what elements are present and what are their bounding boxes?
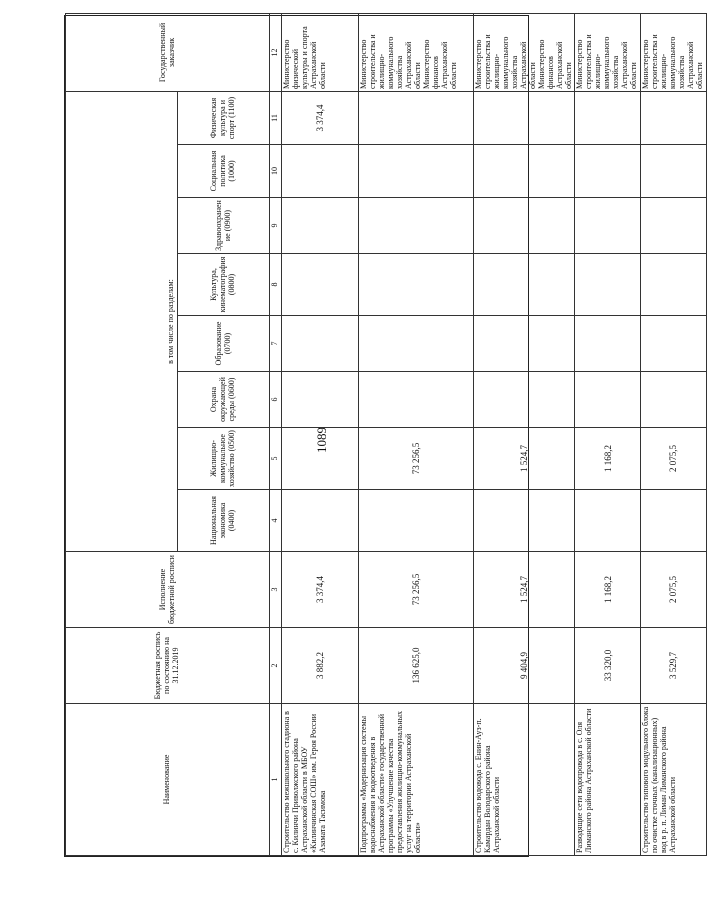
row-section-0700 (575, 316, 641, 372)
rotated-table-container (65, 14, 704, 856)
row-section-1000 (575, 145, 641, 198)
row-section-0900 (474, 198, 575, 254)
header-execution: Исполнение бюджетной росписи (66, 552, 270, 628)
column-number: 1 (270, 704, 282, 856)
header-customer: Государственный заказчик (66, 13, 270, 91)
row-section-0700 (474, 316, 575, 372)
column-number: 6 (270, 372, 282, 428)
row-section-0900 (359, 198, 474, 254)
row-execution: 73 256,5 (359, 552, 474, 628)
row-section-1000 (282, 145, 359, 198)
row-section-0500: 73 256,5 (359, 428, 474, 490)
column-number-row (270, 13, 282, 855)
row-section-0600 (282, 372, 359, 428)
budget-table (65, 13, 707, 856)
row-section-1000 (474, 145, 575, 198)
row-section-0500: 2 075,5 (641, 428, 707, 490)
row-section-1100: 3 374,4 (282, 91, 359, 144)
row-section-0900 (641, 198, 707, 254)
row-section-0800 (282, 254, 359, 316)
row-execution: 3 374,4 (282, 552, 359, 628)
header-section-0900: Здравоохранение (0900) (178, 198, 270, 254)
row-section-0800 (359, 254, 474, 316)
row-section-1100 (575, 91, 641, 144)
row-section-1100 (474, 91, 575, 144)
column-number: 4 (270, 490, 282, 552)
row-section-0700 (359, 316, 474, 372)
row-section-0700 (641, 316, 707, 372)
row-section-0800 (474, 254, 575, 316)
row-section-0600 (575, 372, 641, 428)
row-section-1000 (359, 145, 474, 198)
row-section-0900 (575, 198, 641, 254)
row-section-0600 (474, 372, 575, 428)
row-section-1000 (641, 145, 707, 198)
header-section-0800: Культура, кинематография (0800) (178, 254, 270, 316)
column-number: 3 (270, 552, 282, 628)
row-section-0900 (282, 198, 359, 254)
row-budget: 33 320,0 (575, 628, 641, 704)
row-section-0400 (282, 490, 359, 552)
row-section-0600 (641, 372, 707, 428)
row-execution: 2 075,5 (641, 552, 707, 628)
header-section-0600: Охрана окружающей среды (0600) (178, 372, 270, 428)
table-row (359, 13, 474, 855)
row-section-1100 (359, 91, 474, 144)
table-row (575, 13, 641, 855)
row-budget: 3 529,7 (641, 628, 707, 704)
row-customer: Министерство строительства и жилищно-коммунального хозяйства Астраханской области (575, 13, 641, 91)
row-name: Подпрограмма «Модернизация системы водоснабжения и водоотведения в Астраханской области» государственной программы «Улучшение качества предоставления жилищно-коммунальных услуг на территории Астраханской области» (359, 704, 474, 856)
row-section-0700 (282, 316, 359, 372)
row-section-0600 (359, 372, 474, 428)
row-name: Разводящие сети водопровода в с. Оля Лиманского района Астраханской области (575, 704, 641, 856)
row-budget: 9 404,9 (474, 628, 575, 704)
row-customer: Министерство строительства и жилищно-коммунального хозяйства Астраханской области Министерство финансов Астраханской области (474, 13, 575, 91)
column-number: 11 (270, 91, 282, 144)
row-section-0500 (282, 428, 359, 490)
row-section-1100 (641, 91, 707, 144)
column-number: 5 (270, 428, 282, 490)
column-number: 8 (270, 254, 282, 316)
column-number: 2 (270, 628, 282, 704)
header-name: Наименование (66, 704, 270, 856)
row-section-0400 (575, 490, 641, 552)
header-section-1000: Социальная политика (1000) (178, 145, 270, 198)
row-name: Строительство межшкольного стадиона в с. Килинчи Приволжского района Астраханской области в МБОУ «Килинчинская СОШ» им. Героя России Азамата Тасимова (282, 704, 359, 856)
page-number: 1089 (314, 427, 329, 453)
row-section-0500: 1 168,2 (575, 428, 641, 490)
header-section-1100: Физическая культура и спорт (1100) (178, 91, 270, 144)
row-customer: Министерство физической культуры и спорта Астраханской области (282, 13, 359, 91)
row-name: Строительство типового модульного блока по очистке сточных (канализационных) вод в р. п. Лиман Лиманского района Астраханской области (641, 704, 707, 856)
row-budget: 136 625,0 (359, 628, 474, 704)
row-section-0800 (641, 254, 707, 316)
row-name: Строительство водовода с. Енин-Ауз-п. Камардан Володарского района Астраханской области (474, 704, 575, 856)
table-row (641, 13, 707, 855)
row-execution: 1 524,7 (474, 552, 575, 628)
column-number: 9 (270, 198, 282, 254)
column-number: 7 (270, 316, 282, 372)
row-section-0400 (474, 490, 575, 552)
header-section-0500: Жилищно-коммунальное хозяйство (0500) (178, 428, 270, 490)
row-section-0500: 1 524,7 (474, 428, 575, 490)
row-section-0800 (575, 254, 641, 316)
row-section-0400 (359, 490, 474, 552)
table-row (474, 13, 575, 855)
header-section-0700: Образование (0700) (178, 316, 270, 372)
row-section-0400 (641, 490, 707, 552)
column-number: 10 (270, 145, 282, 198)
column-number: 12 (270, 13, 282, 91)
table-row (282, 13, 359, 855)
header-sections-group: в том числе по разделам: (66, 91, 178, 551)
row-execution: 1 168,2 (575, 552, 641, 628)
row-customer: Министерство строительства и жилищно-коммунального хозяйства Астраханской области Министерство финансов Астраханской области (359, 13, 474, 91)
header-section-0400: Национальная экономика (0400) (178, 490, 270, 552)
row-customer: Министерство строительства и жилищно-коммунального хозяйства Астраханской области (641, 13, 707, 91)
row-budget: 3 882,2 (282, 628, 359, 704)
header-budget: Бюджетная роспись по состоянию на 31.12.2019 (66, 628, 270, 704)
